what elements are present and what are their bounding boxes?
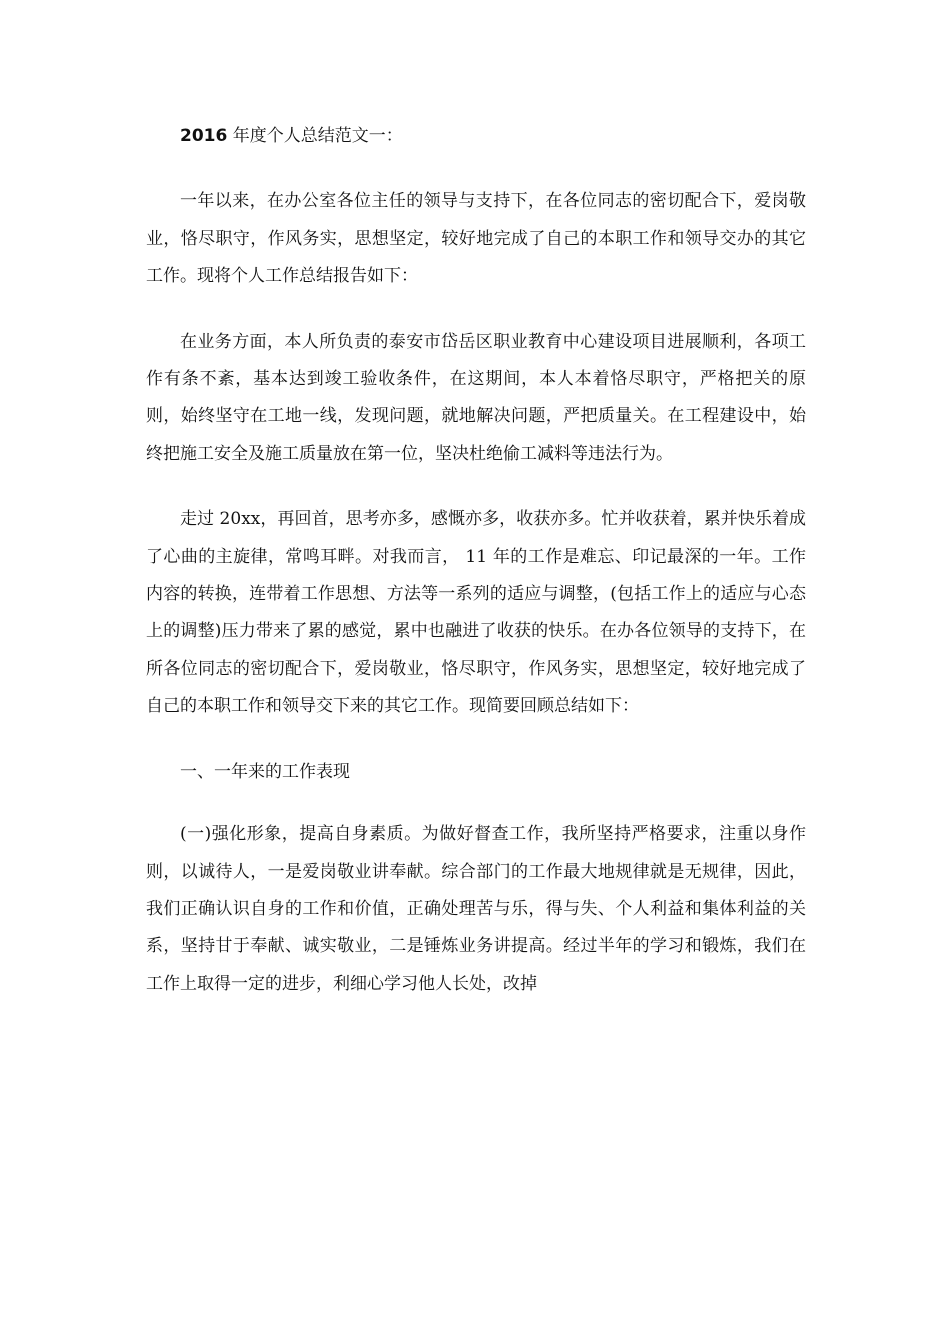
document-page	[146, 118, 806, 1003]
paragraph-business: 在业务方面，本人所负责的泰安市岱岳区职业教育中心建设项目进展顺利，各项工作有条不紊，基本达到竣工验收条件，在这期间，本人本着恪尽职守，严格把关的原则，始终坚守在工地一线，发现问题，就地解决问题，严把质量关。在工程建设中，始终把施工安全及施工质量放在第一位，坚决杜绝偷工减料等违法行为。	[146, 331, 806, 464]
title-year: 2016	[180, 126, 228, 146]
paragraph-review: 走过 20xx，再回首，思考亦多，感慨亦多，收获亦多。忙并收获着，累并快乐着成了心曲的主旋律，常鸣耳畔。对我而言， 11 年的工作是难忘、印记最深的一年。工作内容的转换，连带着工作思想、方法等一系列的适应与调整，(包括工作上的适应与心态上的调整)压力带来了累的感觉，累中也融进了收获的快乐。在办各位领导的支持下，在所各位同志的密切配合下，爱岗敬业，恪尽职守，作风务实，思想坚定，较好地完成了自己的本职工作和领导交下来的其它工作。现简要回顾总结如下：	[146, 509, 806, 717]
paragraph-performance: (一)强化形象，提高自身素质。为做好督查工作，我所坚持严格要求，注重以身作则，以诚待人，一是爱岗敬业讲奉献。综合部门的工作最大地规律就是无规律，因此，我们正确认识自身的工作和价值，正确处理苦与乐，得与失、个人利益和集体利益的关系，坚持甘于奉献、诚实敬业，二是锤炼业务讲提高。经过半年的学习和锻炼，我们在工作上取得一定的进步，利细心学习他人长处，改掉	[146, 824, 806, 994]
section-heading: 一、一年来的工作表现	[180, 761, 350, 782]
paragraph-intro: 一年以来，在办公室各位主任的领导与支持下，在各位同志的密切配合下，爱岗敬业，恪尽职守，作风务实，思想坚定，较好地完成了自己的本职工作和领导交办的其它工作。现将个人工作总结报告如下：	[146, 191, 806, 287]
title-text: 年度个人总结范文一：	[232, 126, 403, 146]
document-title	[146, 118, 806, 155]
